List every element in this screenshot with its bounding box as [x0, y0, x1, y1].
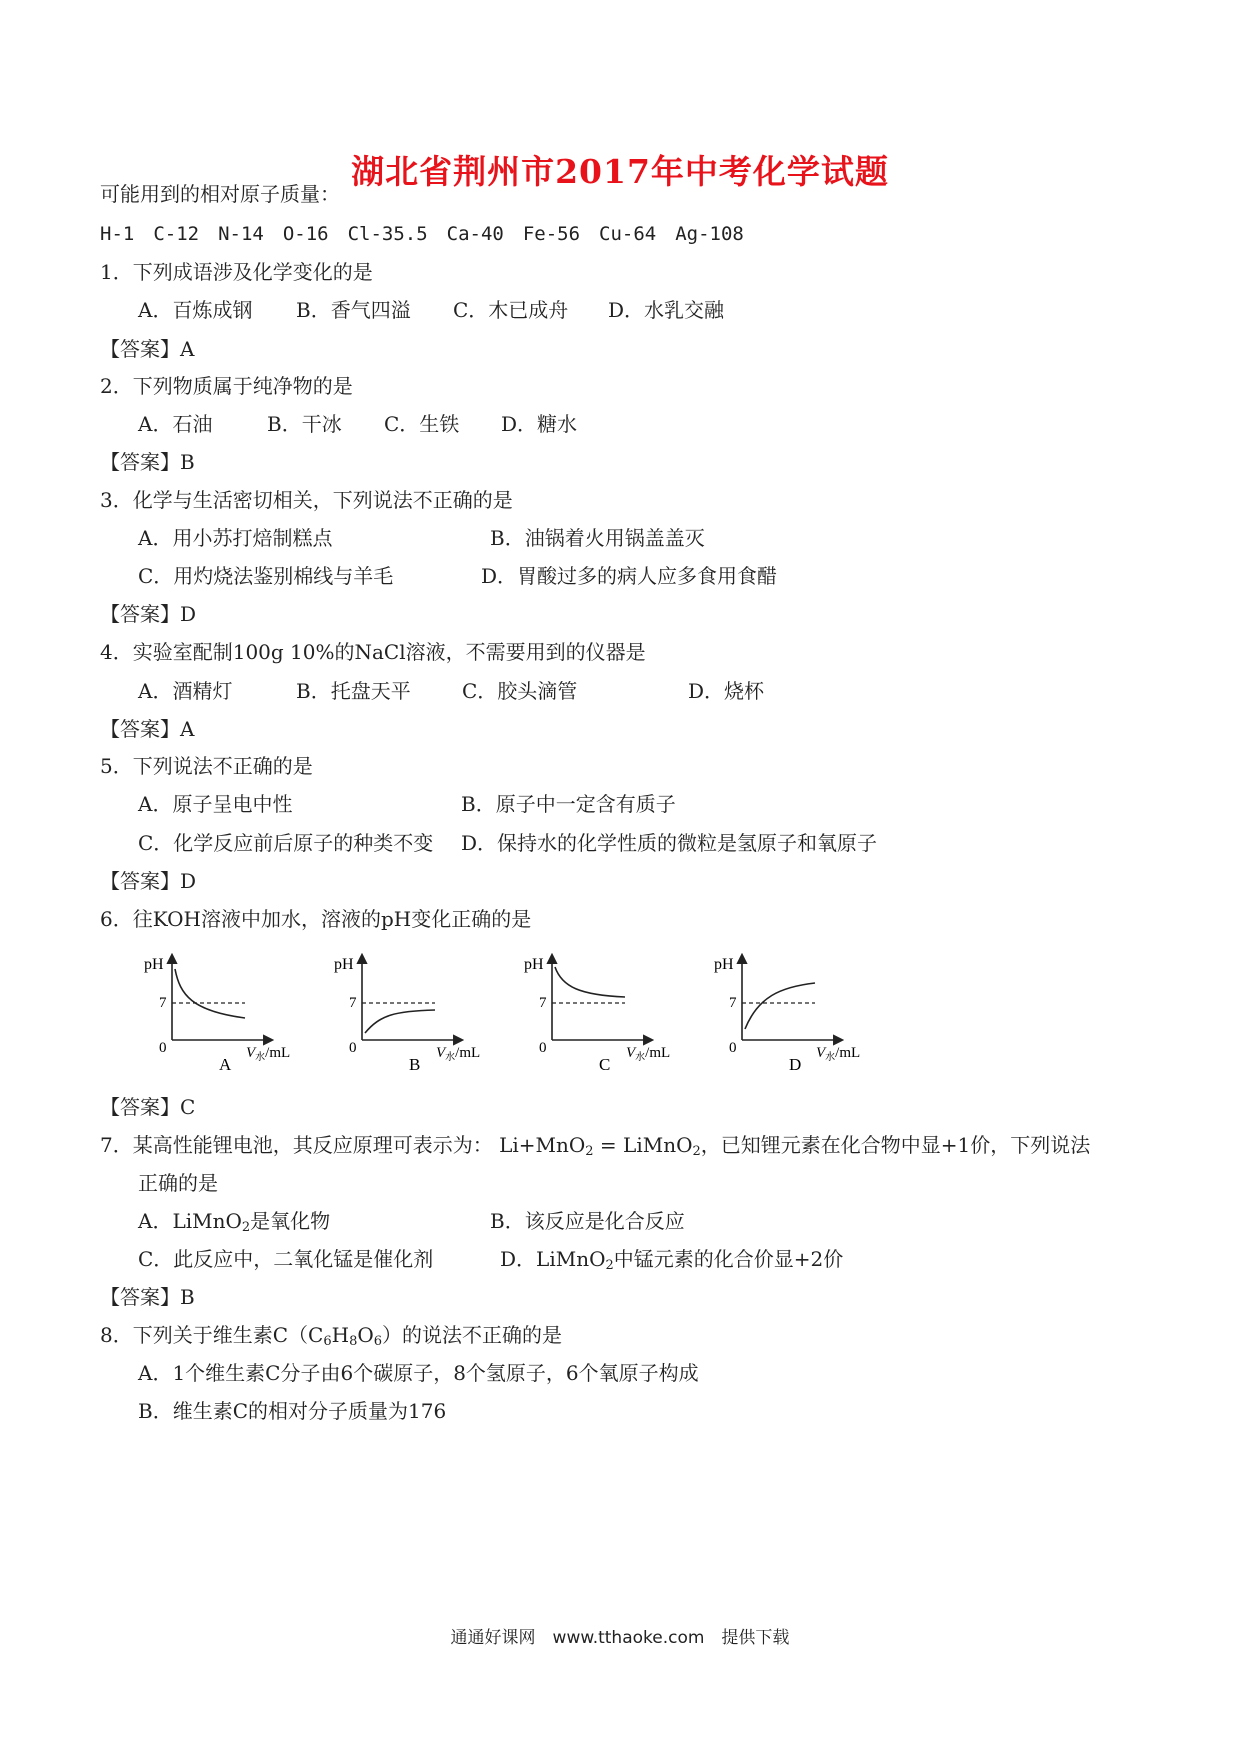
graph-d-ylabel: pH [714, 956, 734, 973]
q1-option-b: B．香气四溢 [296, 298, 411, 322]
q1-option-d: D．水乳交融 [608, 298, 725, 322]
graph-d [714, 955, 860, 1074]
graph-d-seven: 7 [729, 995, 737, 1011]
graph-c-ylabel: pH [524, 956, 544, 973]
graph-a-seven: 7 [159, 995, 167, 1011]
q2-option-b: B．干冰 [267, 412, 342, 436]
ph-graphs [130, 945, 890, 1085]
q3-option-b: B．油锅着火用锅盖盖灭 [490, 526, 705, 550]
q4-option-a: A．酒精灯 [138, 679, 233, 703]
q2-option-a: A．石油 [138, 412, 213, 436]
graph-a-zero: 0 [159, 1040, 167, 1056]
graph-b-seven: 7 [349, 995, 357, 1011]
graph-b-ylabel: pH [334, 956, 354, 973]
q4-answer: 【答案】A [100, 717, 195, 741]
q1-stem: 1．下列成语涉及化学变化的是 [100, 260, 373, 284]
q2-option-d: D．糖水 [501, 412, 578, 436]
graph-a [144, 955, 290, 1074]
graph-b-zero: 0 [349, 1040, 357, 1056]
q6-stem: 6．往KOH溶液中加水，溶液的pH变化正确的是 [100, 907, 532, 931]
q4-option-d: D．烧杯 [688, 679, 765, 703]
q2-stem: 2．下列物质属于纯净物的是 [100, 374, 353, 398]
graph-c-seven: 7 [539, 995, 547, 1011]
q7-stem: 7．某高性能锂电池，其反应原理可表示为： Li+MnO$_2$ = LiMnO$_2$，已知锂元素在化合物中显+1价，下列说法 [100, 1133, 1091, 1159]
q5-option-b: B．原子中一定含有质子 [461, 792, 676, 816]
graph-a-xlabel: $V_水/mL$ [246, 1045, 291, 1063]
q8-option-a: A．1个维生素C分子由6个碳原子，8个氢原子，6个氧原子构成 [138, 1361, 699, 1385]
q2-option-c: C．生铁 [384, 412, 460, 436]
graph-b [334, 955, 480, 1074]
q7-option-a: A．LiMnO$_2$是氧化物 [138, 1209, 331, 1235]
graph-d-label: D [789, 1055, 802, 1074]
q7-option-d: D．LiMnO$_2$中锰元素的化合价显+2价 [500, 1247, 844, 1273]
page-footer: 通通好课网 www.tthaoke.com 提供下载 [450, 1628, 790, 1648]
graph-d-xlabel: $V_水/mL$ [816, 1045, 861, 1063]
q4-option-c: C．胶头滴管 [462, 679, 578, 703]
graph-d-zero: 0 [729, 1040, 737, 1056]
q3-answer: 【答案】D [100, 602, 197, 626]
q7-answer: 【答案】B [100, 1285, 195, 1309]
q4-option-b: B．托盘天平 [296, 679, 411, 703]
graph-c-zero: 0 [539, 1040, 547, 1056]
q1-option-a: A．百炼成钢 [138, 298, 253, 322]
q7-option-c: C．此反应中，二氧化锰是催化剂 [138, 1247, 434, 1271]
q6-answer: 【答案】C [100, 1095, 196, 1119]
q4-stem: 4．实验室配制100g 10%的NaCl溶液，不需要用到的仪器是 [100, 640, 646, 664]
q5-option-c: C．化学反应前后原子的种类不变 [138, 831, 434, 855]
q7-option-b: B．该反应是化合反应 [490, 1209, 685, 1233]
q8-option-b: B．维生素C的相对分子质量为176 [138, 1399, 447, 1423]
q5-answer: 【答案】D [100, 869, 197, 893]
q3-option-d: D．胃酸过多的病人应多食用食醋 [481, 564, 778, 588]
page-title: 湖北省荆州市2017年中考化学试题 [351, 152, 889, 191]
q3-option-c: C．用灼烧法鉴别棉线与羊毛 [138, 564, 394, 588]
q1-answer: 【答案】A [100, 337, 195, 361]
atomic-masses: H-1 C-12 N-14 O-16 Cl-35.5 Ca-40 Fe-56 Cu-64 Ag-108 [100, 223, 744, 245]
q3-option-a: A．用小苏打焙制糕点 [138, 526, 333, 550]
q8-stem: 8．下列关于维生素$C(C_6H_8O_6)$的说法不正确的是 [100, 1323, 563, 1349]
q3-stem: 3．化学与生活密切相关，下列说法不正确的是 [100, 488, 513, 512]
graph-c [524, 955, 670, 1074]
q2-answer: 【答案】B [100, 450, 195, 474]
graph-b-xlabel: $V_水/mL$ [436, 1045, 481, 1063]
graph-c-xlabel: $V_水/mL$ [626, 1045, 671, 1063]
q5-option-d: D．保持水的化学性质的微粒是氢原子和氧原子 [461, 831, 878, 855]
graph-c-label: C [599, 1055, 611, 1074]
graph-b-label: B [409, 1055, 421, 1074]
q7-stem-cont: 正确的是 [138, 1171, 218, 1195]
q5-option-a: A．原子呈电中性 [138, 792, 293, 816]
q5-stem: 5．下列说法不正确的是 [100, 754, 313, 778]
intro-text: 可能用到的相对原子质量： [100, 182, 340, 206]
graph-a-ylabel: pH [144, 956, 164, 973]
graph-a-label: A [219, 1055, 232, 1074]
q1-option-c: C．木已成舟 [453, 298, 569, 322]
